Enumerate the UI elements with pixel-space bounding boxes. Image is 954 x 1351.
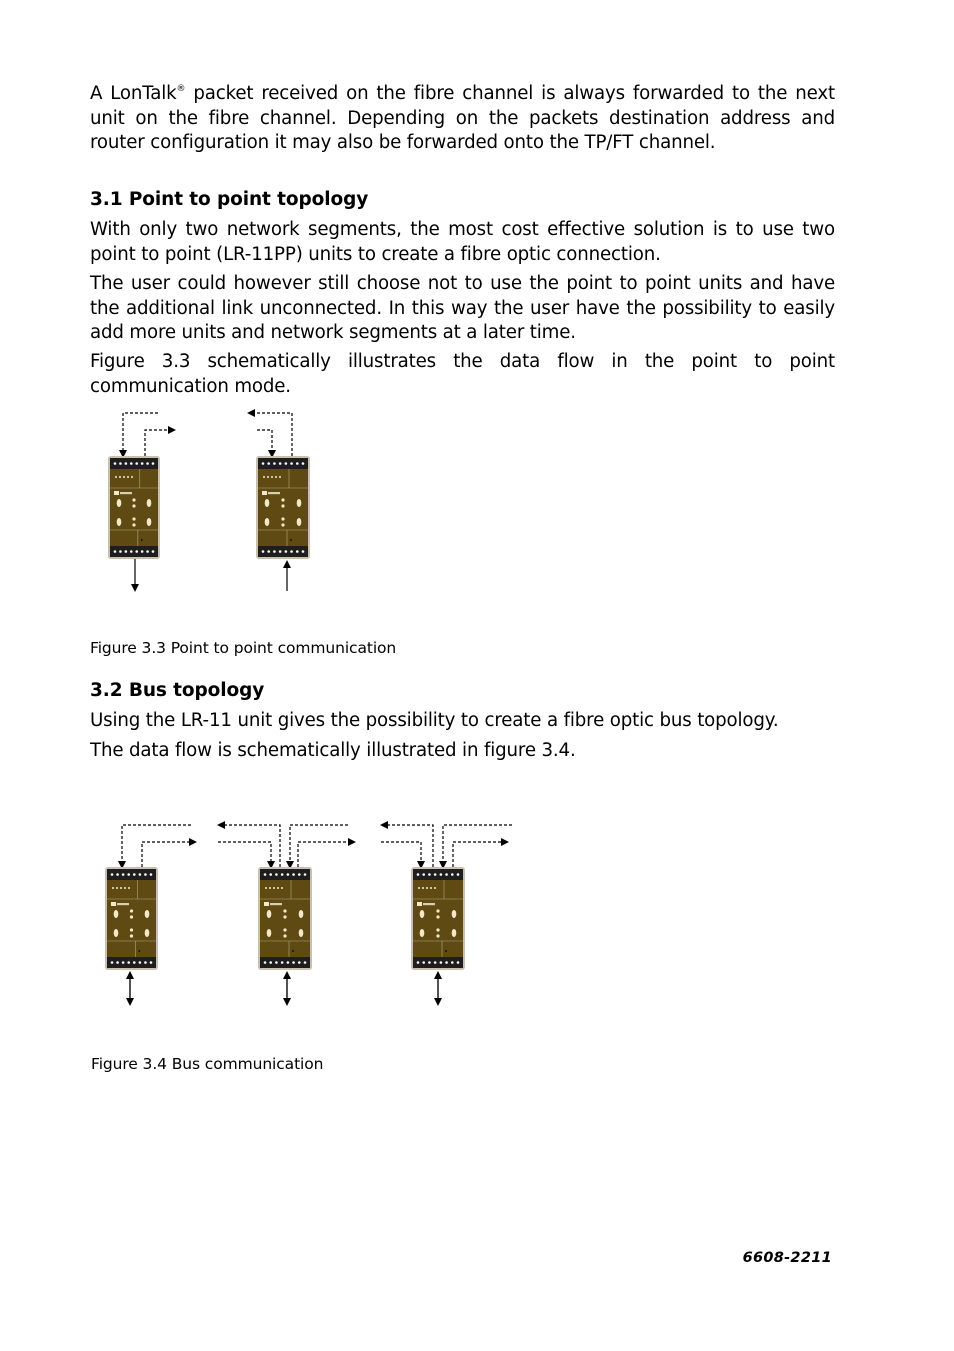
section-3-1-para-2: The user could however still choose not to use the point to point units and have the additional link unconnected. In this way the user have the possibility to easily add more units and network segments at a later time. [90, 273, 835, 343]
fig34-unit3-out-left-arrow [382, 825, 433, 867]
section-3-2-para-2: The data flow is schematically illustrated in figure 3.4. [90, 740, 576, 761]
document-number: 6608-2211 [742, 1250, 832, 1266]
section-3-2-para-1: Using the LR-11 unit gives the possibility to create a fibre optic bus topology. [90, 710, 779, 731]
section-3-1-para-1: With only two network segments, the most cost effective solution is to use two point to point (LR-11PP) units to create a fibre optic connection. [90, 219, 835, 265]
fig34-unit3-in-left-arrow [381, 842, 421, 867]
fig34-unit1-out-arrow [142, 842, 195, 867]
registered-mark: ® [176, 84, 186, 94]
fig34-router-unit-1-bottom-terminals [107, 957, 156, 968]
fig34-router-unit-3-logo-icon [417, 902, 422, 906]
fig34-router-unit-2-bottom-terminals [260, 957, 310, 968]
fig34-unit2-in-right-arrow [290, 825, 348, 867]
section-3-1-heading: 3.1 Point to point topology [90, 189, 369, 210]
figure-3-3-caption: Figure 3.3 Point to point communication [90, 639, 397, 657]
fig34-router-unit-1-top-terminals [107, 869, 156, 880]
fig34-router-unit-3 [411, 867, 465, 970]
fig34-router-unit-2 [258, 867, 312, 970]
fig34-unit2-out-right-arrow [298, 842, 354, 867]
fig34-unit1-in-arrow [122, 825, 191, 867]
fig34-router-unit-3-bottom-terminals [413, 957, 463, 968]
figure-3-4-caption: Figure 3.4 Bus communication [91, 1055, 324, 1073]
fig34-unit3-out-right-arrow [453, 842, 507, 867]
section-3-1-para-3: Figure 3.3 schematically illustrates the data flow in the point to point communication mode. [90, 351, 835, 397]
intro-text: packet received on the fibre channel is always forwarded to the next unit on the fibre channel. Depending on the packets destination address and router configuration it may also be forwarded onto the TP/FT channel. [90, 83, 835, 153]
fig34-router-unit-2-top-terminals [260, 869, 310, 880]
intro-prefix: A LonTalk [90, 83, 177, 104]
fig34-unit2-in-left-arrow [218, 842, 271, 867]
fig34-router-unit-2-logo-icon [264, 902, 269, 906]
fig34-router-unit-3-top-terminals [413, 869, 463, 880]
fig34-router-unit-1-logo-icon [111, 902, 116, 906]
fig34-router-unit-1 [105, 867, 158, 970]
section-3-2-heading: 3.2 Bus topology [90, 680, 265, 701]
